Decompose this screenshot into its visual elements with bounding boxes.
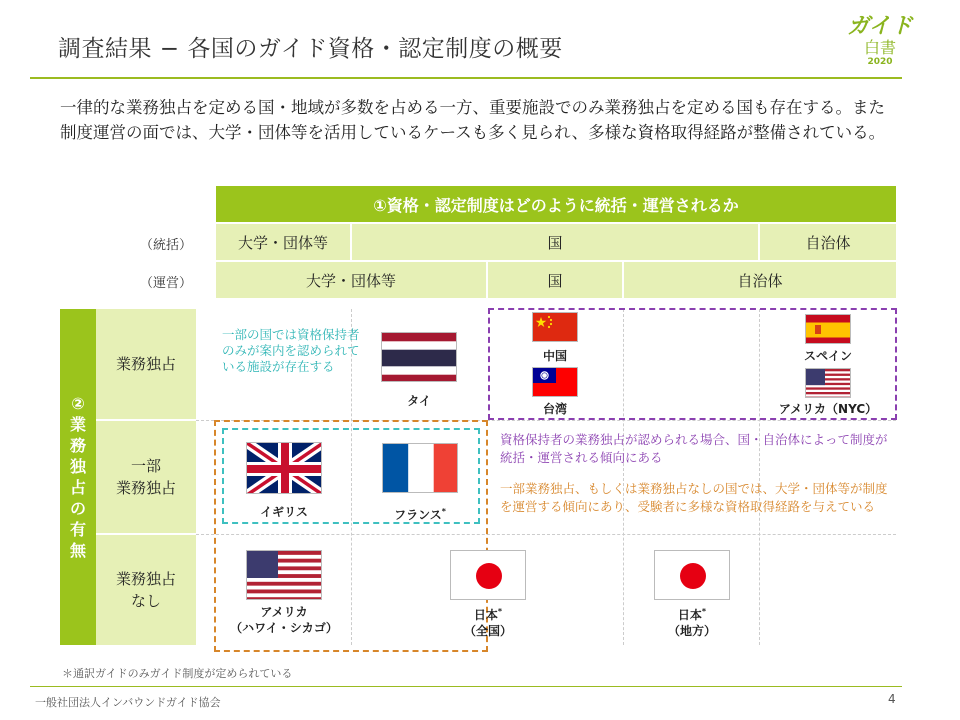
vert-char: 業 (69, 415, 86, 434)
intro-text: 一律的な業務独占を定める国・地域が多数を占める一方、重要施設でのみ業務独占を定める国も存在する。また制度運営の面では、大学・団体等を活用しているケースも多く見られ、多様な資格取得経路が整備されている。 (60, 98, 886, 142)
footer-organization: 一般社団法人インバウンドガイド協会 (35, 696, 221, 709)
vert-char: 無 (69, 541, 86, 560)
operation-local: 自治体 (624, 262, 896, 298)
thailand-flag-icon (381, 332, 457, 382)
vert-char: 務 (69, 436, 86, 455)
label-taiwan: 台湾 (542, 402, 567, 416)
note-teal: 一部の国では資格保持者のみが案内を認められている施設が存在する (222, 327, 360, 374)
label-japan-national (440, 604, 536, 639)
control-local: 自治体 (760, 224, 896, 260)
vert-char: の (69, 499, 86, 518)
label-japan-name: 日本 (473, 608, 498, 622)
vert-char: ② (71, 394, 85, 413)
label-japan-local (644, 604, 740, 639)
label-line (644, 604, 740, 623)
note-orange: 一部業務独占、もしくは業務独占なしの国では、大学・団体等が制度を運営する傾向にあり、受験者に多様な資格取得経路を与えている (500, 481, 888, 514)
label-france (376, 504, 464, 523)
logo-year: 2020 (867, 57, 893, 67)
row-header-full (96, 309, 196, 419)
row-header-partial (96, 421, 196, 533)
taiwan-flag-icon (532, 367, 578, 397)
vert-char: 独 (69, 457, 86, 476)
spain-flag-icon (805, 314, 851, 344)
title-divider (30, 77, 902, 79)
row-header-text: なし (130, 592, 161, 610)
label-line (440, 604, 536, 623)
vert-char: 占 (69, 478, 86, 497)
row-label-control: （統括） (139, 238, 192, 253)
label-japan-name: 日本 (677, 608, 702, 622)
logo (844, 16, 916, 67)
page-number: 4 (888, 692, 896, 706)
uk-flag-icon (246, 442, 322, 494)
operation-national: 国 (488, 262, 622, 298)
label-line: （ハワイ・シカゴ） (230, 621, 338, 635)
logo-line1: ガイド (847, 14, 913, 39)
control-national: 国 (352, 224, 758, 260)
footnote-mark: * (497, 607, 503, 616)
label-usa-hawaii (214, 604, 354, 636)
vertical-header-monopoly (60, 309, 96, 645)
row-header-text: 業務独占 (115, 355, 176, 373)
france-flag-icon (382, 443, 458, 493)
usa-flag-icon (805, 368, 851, 398)
control-univ: 大学・団体等 (216, 224, 350, 260)
footnote: ＊通訳ガイドのみガイド制度が定められている (62, 667, 293, 680)
footer-divider (30, 686, 902, 687)
row-header-text: 業務独占 (115, 570, 176, 588)
footnote-mark: * (441, 507, 446, 516)
label-line: （地方） (667, 624, 716, 638)
label-line: アメリカ (260, 605, 308, 619)
label-spain: スペイン (803, 349, 852, 363)
label-china: 中国 (542, 349, 567, 363)
label-france-name: フランス (394, 508, 442, 522)
usa-flag-icon (246, 550, 322, 600)
logo-line2: 白書 (863, 38, 896, 57)
label-usa-nyc: アメリカ（NYC） (778, 402, 878, 416)
page-title: 調査結果 − 各国のガイド資格・認定制度の概要 (58, 36, 563, 62)
operation-univ: 大学・団体等 (216, 262, 486, 298)
japan-flag-icon (654, 550, 730, 600)
china-flag-icon (532, 312, 578, 342)
label-thailand: タイ (407, 394, 431, 408)
footnote-mark: * (701, 607, 707, 616)
label-line: （全国） (463, 624, 512, 638)
row-header-text: 業務独占 (115, 479, 176, 497)
japan-flag-icon (450, 550, 526, 600)
label-uk: イギリス (260, 505, 308, 519)
table-top-header: ①資格・認定制度はどのように統括・運営されるか (216, 186, 896, 222)
row-header-none (96, 535, 196, 645)
row-label-operation: （運営） (139, 276, 192, 291)
vert-char: 有 (69, 520, 86, 539)
note-purple: 資格保持者の業務独占が認められる場合、国・自治体によって制度が統括・運営される傾向にある (500, 432, 888, 465)
row-header-text: 一部 (130, 457, 161, 475)
